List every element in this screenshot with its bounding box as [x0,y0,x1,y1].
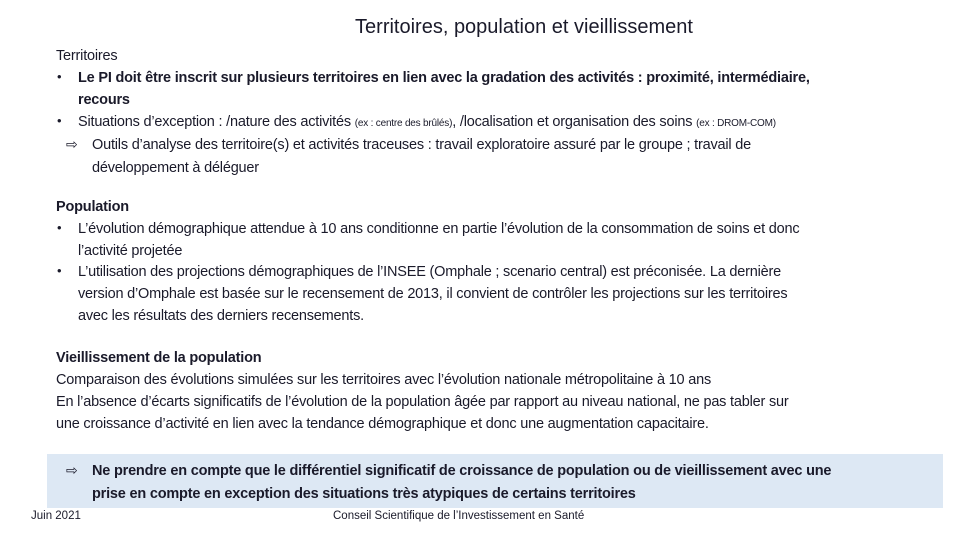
footer-organization: Conseil Scientifique de l’Investissement en Santé [333,510,585,522]
section-heading-territoires: Territoires [56,48,118,64]
vieillissement-line2: En l’absence d’écarts significatifs de l’évolution de la population âgée par rapport au niveau national, ne pas tabler sur [56,394,789,410]
territoires-bullet2 [78,112,776,134]
conclusion-line2: prise en compte en exception des situations très atypiques de certains territoires [92,486,636,502]
territoires-bullet1-line2: recours [78,92,130,108]
arrow-right-icon: ⇨ [66,136,78,152]
example-note: (ex : centre des brûlés) [354,118,453,129]
population-bullet2-line3: avec les résultats des derniers recensements. [78,308,364,324]
bullet-icon: • [57,263,62,278]
population-bullet2-line1: L’utilisation des projections démographiques de l’INSEE (Omphale ; scenario central) est préconisée. La dernière [78,264,781,280]
text: , /localisation et organisation des soins [452,114,697,130]
vieillissement-line1: Comparaison des évolutions simulées sur les territoires avec l’évolution nationale métropolitaine à 10 ans [56,372,712,388]
territoires-arrow-line2: développement à déléguer [92,160,259,176]
footer-date: Juin 2021 [31,510,81,522]
population-bullet1-line1: L’évolution démographique attendue à 10 ans conditionne en partie l’évolution de la consommation de soins et donc [78,221,800,237]
example-note: (ex : DROM-COM) [696,118,776,129]
section-heading-vieillissement: Vieillissement de la population [56,350,262,366]
bullet-icon: • [57,69,62,84]
section-heading-population: Population [56,199,129,215]
territoires-arrow-line1: Outils d’analyse des territoire(s) et activités traceuses : travail exploratoire assuré par le groupe ; travail de [92,137,752,153]
conclusion-line1: Ne prendre en compte que le différentiel significatif de croissance de population ou de vieillissement avec une [92,463,832,479]
territoires-bullet1-line1: Le PI doit être inscrit sur plusieurs territoires en lien avec la gradation des activités : proximité, intermédiaire, [78,70,810,86]
vieillissement-line3: une croissance d’activité en lien avec la tendance démographique et donc une augmentation capacitaire. [56,416,709,432]
bullet-icon: • [57,113,62,128]
arrow-right-icon: ⇨ [66,462,78,478]
text: Situations d’exception : /nature des activités [78,114,355,130]
slide-title: Territoires, population et vieillissement [355,16,693,38]
bullet-icon: • [57,220,62,235]
population-bullet2-line2: version d’Omphale est basée sur le recensement de 2013, il convient de contrôler les projections sur les territoires [78,286,788,302]
population-bullet1-line2: l’activité projetée [78,243,183,259]
